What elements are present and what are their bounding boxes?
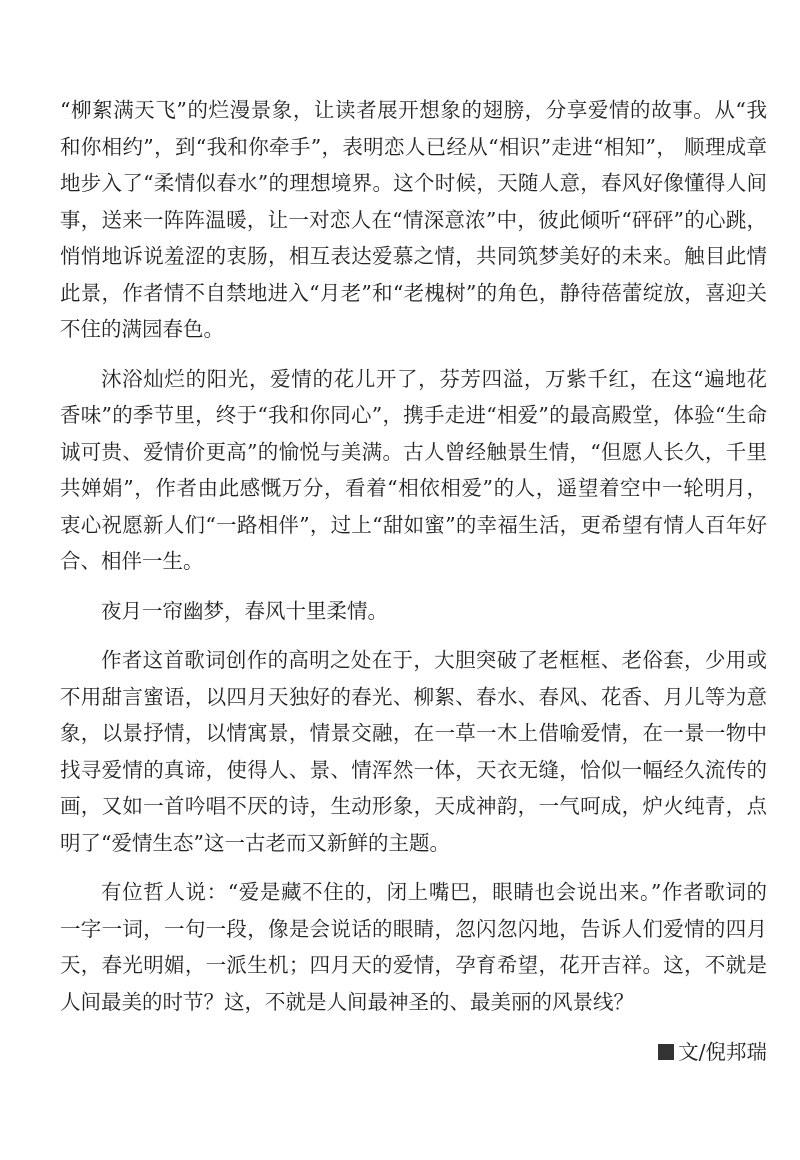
- paragraph-4: 作者这首歌词创作的高明之处在于，大胆突破了老框框、老俗套，少用或不用甜言蜜语，以四月天独好的春光、柳絮、春水、春风、花香、月儿等为意象，以景抒情，以情寓景，情景交融，在一草一木上借喻爱情，在一景一物中找寻爱情的真谛，使得人、景、情浑然一体，天衣无缝，恰似一幅经久流传的画，又如一首吟唱不厌的诗，生动形象，天成神韵，一气呵成，炉火纯青，点明了“爱情生态”这一古老而又新鲜的主题。: [60, 648, 767, 855]
- paragraph-2: 沐浴灿烂的阳光，爱情的花儿开了，芬芳四溢，万紫千红，在这“遍地花香味”的季节里，终于“我和你同心”，携手走进“相爱”的最高殿堂，体验“生命诚可贵、爱情价更高”的愉悦与美满。古人曾经触景生情，“但愿人长久，千里共婵娟”，作者由此感慨万分，看着“相依相爱”的人，遥望着空中一轮明月，衷心祝愿新人们“一路相伴”，过上“甜如蜜”的幸福生活，更希望有情人百年好合、相伴一生。: [60, 366, 767, 573]
- paragraph-5: 有位哲人说：“爱是藏不住的，闭上嘴巴，眼睛也会说出来。”作者歌词的一字一词，一句一段，像是会说话的眼睛，忽闪忽闪地，告诉人们爱情的四月天，春光明媚，一派生机；四月天的爱情，孕育希望，花开吉祥。这，不就是人间最美的时节？这，不就是人间最神圣的、最美丽的风景线？: [60, 880, 767, 1014]
- byline-square-icon: [658, 1044, 674, 1060]
- article-body: [60, 92, 767, 1071]
- paragraph-1: “柳絮满天飞”的烂漫景象，让读者展开想象的翅膀，分享爱情的故事。从“我和你相约”，到“我和你牵手”，表明恋人已经从“相识”走进“相知”， 顺理成章地步入了“柔情似春水”的理想境界。这个时候，天随人意，春风好像懂得人间事，送来一阵阵温暖，让一对恋人在“情深意浓”中，彼此倾听“砰砰”的心跳，悄悄地诉说羞涩的衷肠，相互表达爱慕之情，共同筑梦美好的未来。触目此情此景，作者情不自禁地进入“月老”和“老槐树”的角色，静待蓓蕾绽放，喜迎关不住的满园春色。: [60, 98, 767, 341]
- author-name: 文/倪邦瑞: [678, 1040, 767, 1064]
- paragraph-3: 夜月一帘幽梦，春风十里柔情。: [101, 598, 388, 623]
- author-byline: [60, 1034, 767, 1071]
